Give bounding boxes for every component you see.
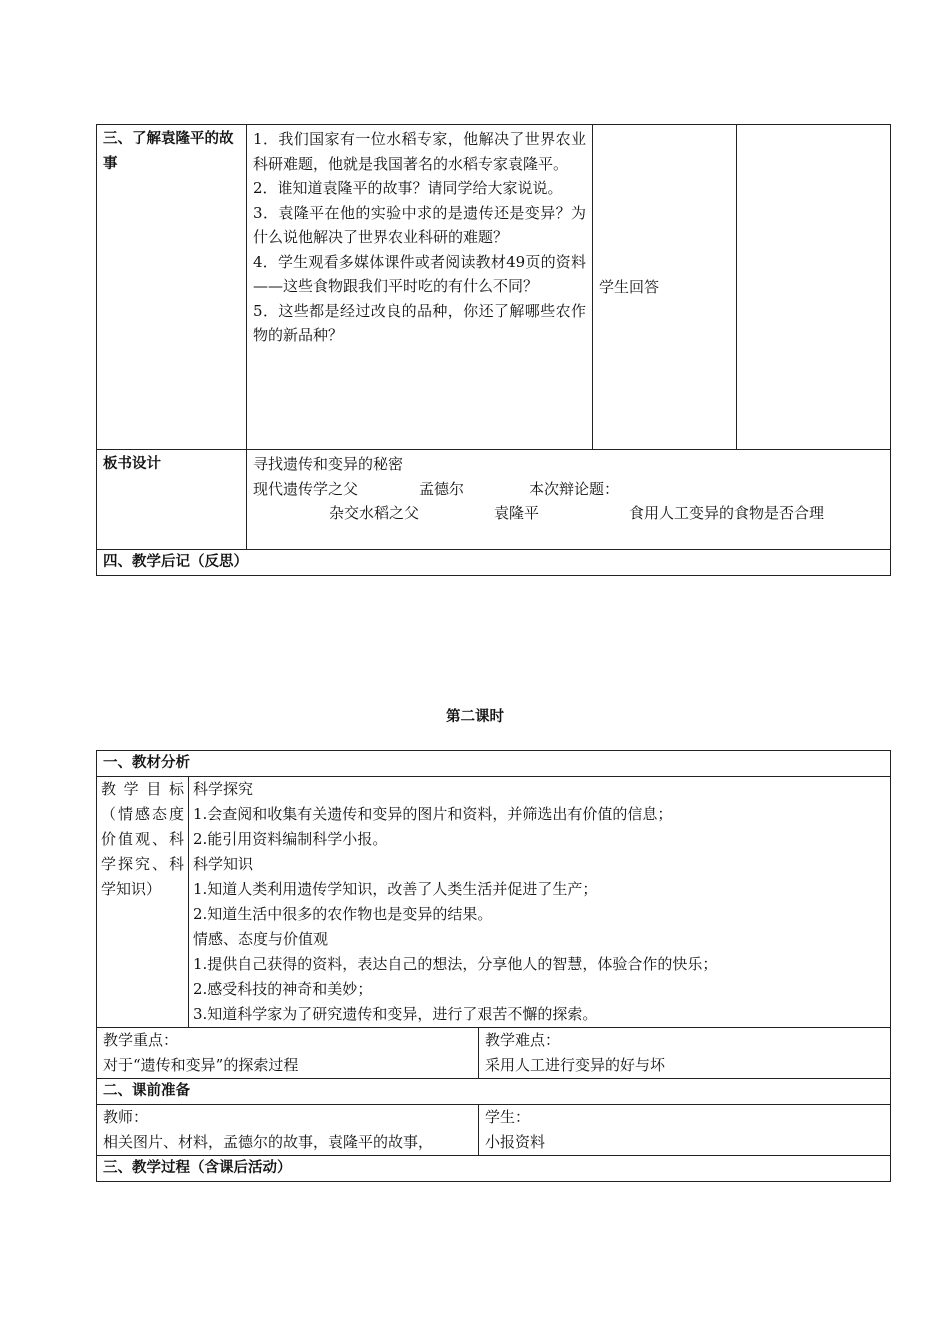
teacher-label: 教师： [103, 1108, 149, 1126]
objectives-label: 教学目标（情感态度价值观、科学探究、科学知识） [97, 777, 189, 1028]
objectives-content [189, 777, 891, 1028]
section3-title: 三、了解袁隆平的故事 [97, 125, 247, 450]
board-text: 现代遗传学之父 [253, 479, 359, 498]
lesson2-table [96, 750, 891, 1182]
steps-cell [247, 125, 593, 450]
process-title: 三、教学过程（含课后活动） [97, 1156, 891, 1182]
board-text: 袁隆平 [494, 504, 540, 522]
objective-line: 2.感受科技的神奇和美妙； [193, 980, 373, 998]
difficulty-cell [479, 1028, 891, 1079]
student-activity: 学生回答 [593, 125, 737, 450]
objective-line: 情感、态度与价值观 [193, 930, 329, 948]
board-text: 杂交水稻之父 [329, 504, 420, 522]
board-design-content [247, 450, 891, 550]
difficulty-label: 教学难点： [485, 1031, 561, 1049]
objective-line: 科学探究 [193, 780, 254, 798]
key-point-text: 对于“遗传和变异”的探索过程 [103, 1056, 299, 1074]
board-text: 食用人工变异的食物是否合理 [629, 504, 825, 522]
key-point-cell [97, 1028, 479, 1079]
step-item: 5．这些都是经过改良的品种，你还了解哪些农作物的新品种？ [253, 301, 586, 344]
objective-line: 2.知道生活中很多的农作物也是变异的结果。 [193, 905, 493, 923]
section4-title: 四、教学后记（反思） [97, 550, 891, 576]
analysis-title: 一、教材分析 [97, 751, 891, 777]
board-text: 本次辩论题： [529, 479, 620, 498]
teacher-text: 相关图片、材料，孟德尔的故事，袁隆平的故事， [103, 1133, 434, 1151]
student-label: 学生： [485, 1108, 531, 1126]
empty-cell [737, 125, 891, 450]
key-point-label: 教学重点： [103, 1031, 179, 1049]
prep-title: 二、课前准备 [97, 1079, 891, 1105]
objective-line: 1.提供自己获得的资料，表达自己的想法，分享他人的智慧，体验合作的快乐； [193, 955, 718, 973]
objective-line: 3.知道科学家为了研究遗传和变异，进行了艰苦不懈的探索。 [193, 1005, 598, 1023]
board-title: 寻找遗传和变异的秘密 [253, 455, 404, 473]
step-item: 2．谁知道袁隆平的故事？请同学给大家说说。 [253, 179, 563, 197]
step-item: 3．袁隆平在他的实验中求的是遗传还是变异？为什么说他解决了世界农业科研的难题？ [253, 203, 586, 246]
board-design-label: 板书设计 [97, 450, 247, 550]
step-item: 1．我们国家有一位水稻专家，他解决了世界农业科研难题，他就是我国著名的水稻专家袁隆平。 [253, 130, 586, 173]
objective-line: 科学知识 [193, 855, 254, 873]
objective-line: 1.知道人类利用遗传学知识，改善了人类生活并促进了生产； [193, 880, 598, 898]
board-text: 孟德尔 [419, 479, 465, 498]
student-text: 小报资料 [485, 1133, 546, 1151]
lesson1-table [96, 124, 891, 576]
lesson2-heading: 第二课时 [446, 709, 504, 725]
step-item: 4．学生观看多媒体课件或者阅读教材49页的资料——这些食物跟我们平时吃的有什么不同？ [253, 252, 586, 295]
teacher-prep-cell [97, 1105, 479, 1156]
student-prep-cell [479, 1105, 891, 1156]
objective-line: 2.能引用资料编制科学小报。 [193, 830, 388, 848]
difficulty-text: 采用人工进行变异的好与坏 [485, 1056, 666, 1074]
objective-line: 1.会查阅和收集有关遗传和变异的图片和资料，并筛选出有价值的信息； [193, 805, 673, 823]
